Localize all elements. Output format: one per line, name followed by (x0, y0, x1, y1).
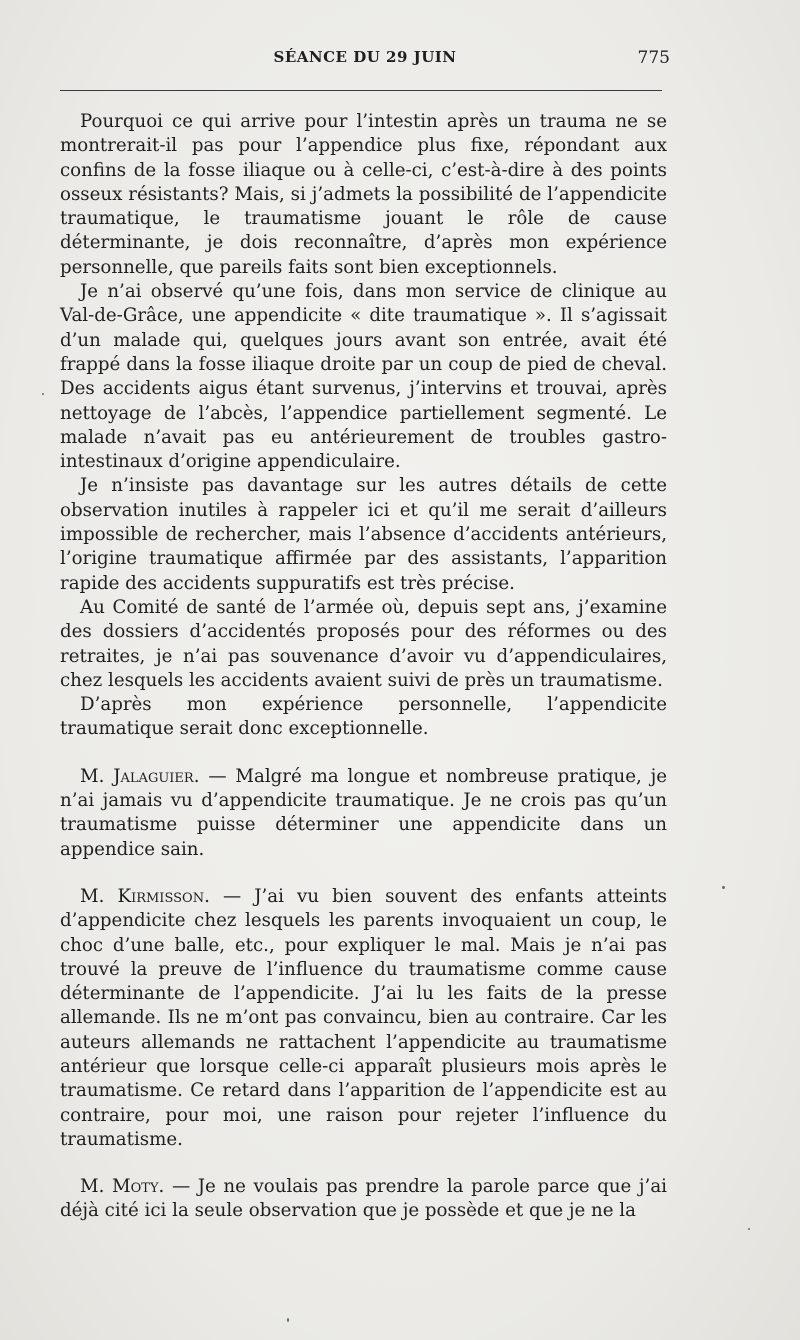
speaker-paragraph (60, 885, 667, 1152)
paragraph (60, 596, 667, 693)
paragraph-text: Au Comité de santé de l’armée où, depuis sept ans, j’examine des dossiers d’accidentés proposés pour des réformes ou des retraites, je n’ai pas souvenance d’avoir vu d’appendiculaires, chez lesquels les accidents avaient suivi de près un traumatisme. (60, 596, 667, 691)
header-rule (60, 90, 662, 91)
scan-speck (748, 1228, 750, 1230)
paragraph (60, 110, 667, 280)
paragraph-text: — J’ai vu bien souvent des enfants atteints d’appendicite chez lesquels les parents invoquaient un coup, le choc d’une balle, etc., pour expliquer le mal. Mais je n’ai pas trouvé la preuve de l’influence du traumatisme comme cause déterminante de l’appendicite. J’ai lu les faits de la presse allemande. Ils ne m’ont pas convaincu, bien au contraire. Car les auteurs allemands ne rattachent l’appendicite au traumatisme antérieur que lorsque celle-ci apparaît plusieurs mois après le traumatisme. Ce retard dans l’apparition de l’appendicite est au contraire, pour moi, une raison pour rejeter l’influence du traumatisme. (60, 885, 667, 1150)
paragraph-text: Pourquoi ce qui arrive pour l’intestin après un trauma ne se montrerait-il pas pour l’appendice plus fixe, répondant aux confins de la fosse iliaque ou à celle-ci, c’est-à-dire à des points osseux résistants? Mais, si j’admets la possibilité de l’appendicite traumatique, le traumatisme jouant le rôle de cause déterminante, je dois reconnaître, d’après mon expérience personnelle, que pareils faits sont bien exceptionnels. (60, 111, 667, 278)
paragraph-text: D’après mon expérience personnelle, l’appendicite traumatique serait donc exceptionnelle. (60, 694, 667, 740)
running-head: SÉANCE DU 29 JUIN (273, 48, 457, 66)
page-header (60, 48, 670, 76)
paragraph (60, 693, 667, 742)
speaker-name: M. Jalaguier. (80, 765, 200, 787)
paragraph-text: Je n’ai observé qu’une fois, dans mon service de clinique au Val-de-Grâce, une appendicite « dite traumatique ». Il s’agissait d’un malade qui, quelques jours avant son entrée, avait été frappé dans la fosse iliaque droite par un coup de pied de cheval. Des accidents aigus étant survenus, j’intervins et trouvai, après nettoyage de l’abcès, l’appendice partiellement segmenté. Le malade n’avait pas eu antérieurement de troubles gastro-intestinaux d’origine appendiculaire. (60, 281, 667, 473)
paragraph (60, 474, 667, 595)
speaker-name: M. Moty. (80, 1176, 165, 1198)
page-number: 775 (637, 48, 670, 68)
body-text (60, 110, 667, 1224)
paragraph-text: Je n’insiste pas davantage sur les autres détails de cette observation inutiles à rappeler ici et qu’il me serait d’ailleurs impossible de rechercher, mais l’absence d’accidents antérieurs, l’origine traumatique affirmée par des assistants, l’apparition rapide des accidents suppuratifs est très précise. (60, 475, 667, 594)
scan-speck (42, 393, 44, 395)
paragraph (60, 280, 667, 474)
scan-speck (287, 1318, 289, 1322)
paragraph-text: — Malgré ma longue et nombreuse pratique, je n’ai jamais vu d’appendicite traumatique. Je ne crois pas qu’un traumatisme puisse déterminer une appendicite dans un appendice sain. (60, 765, 667, 860)
speaker-paragraph (60, 1175, 667, 1224)
speaker-name: M. Kirmisson. (80, 885, 210, 907)
scan-speck (722, 886, 725, 889)
speaker-paragraph (60, 765, 667, 862)
paragraph-text: — Je ne voulais pas prendre la parole parce que j’ai déjà cité ici la seule observation que je possède et que je ne la (60, 1176, 668, 1222)
